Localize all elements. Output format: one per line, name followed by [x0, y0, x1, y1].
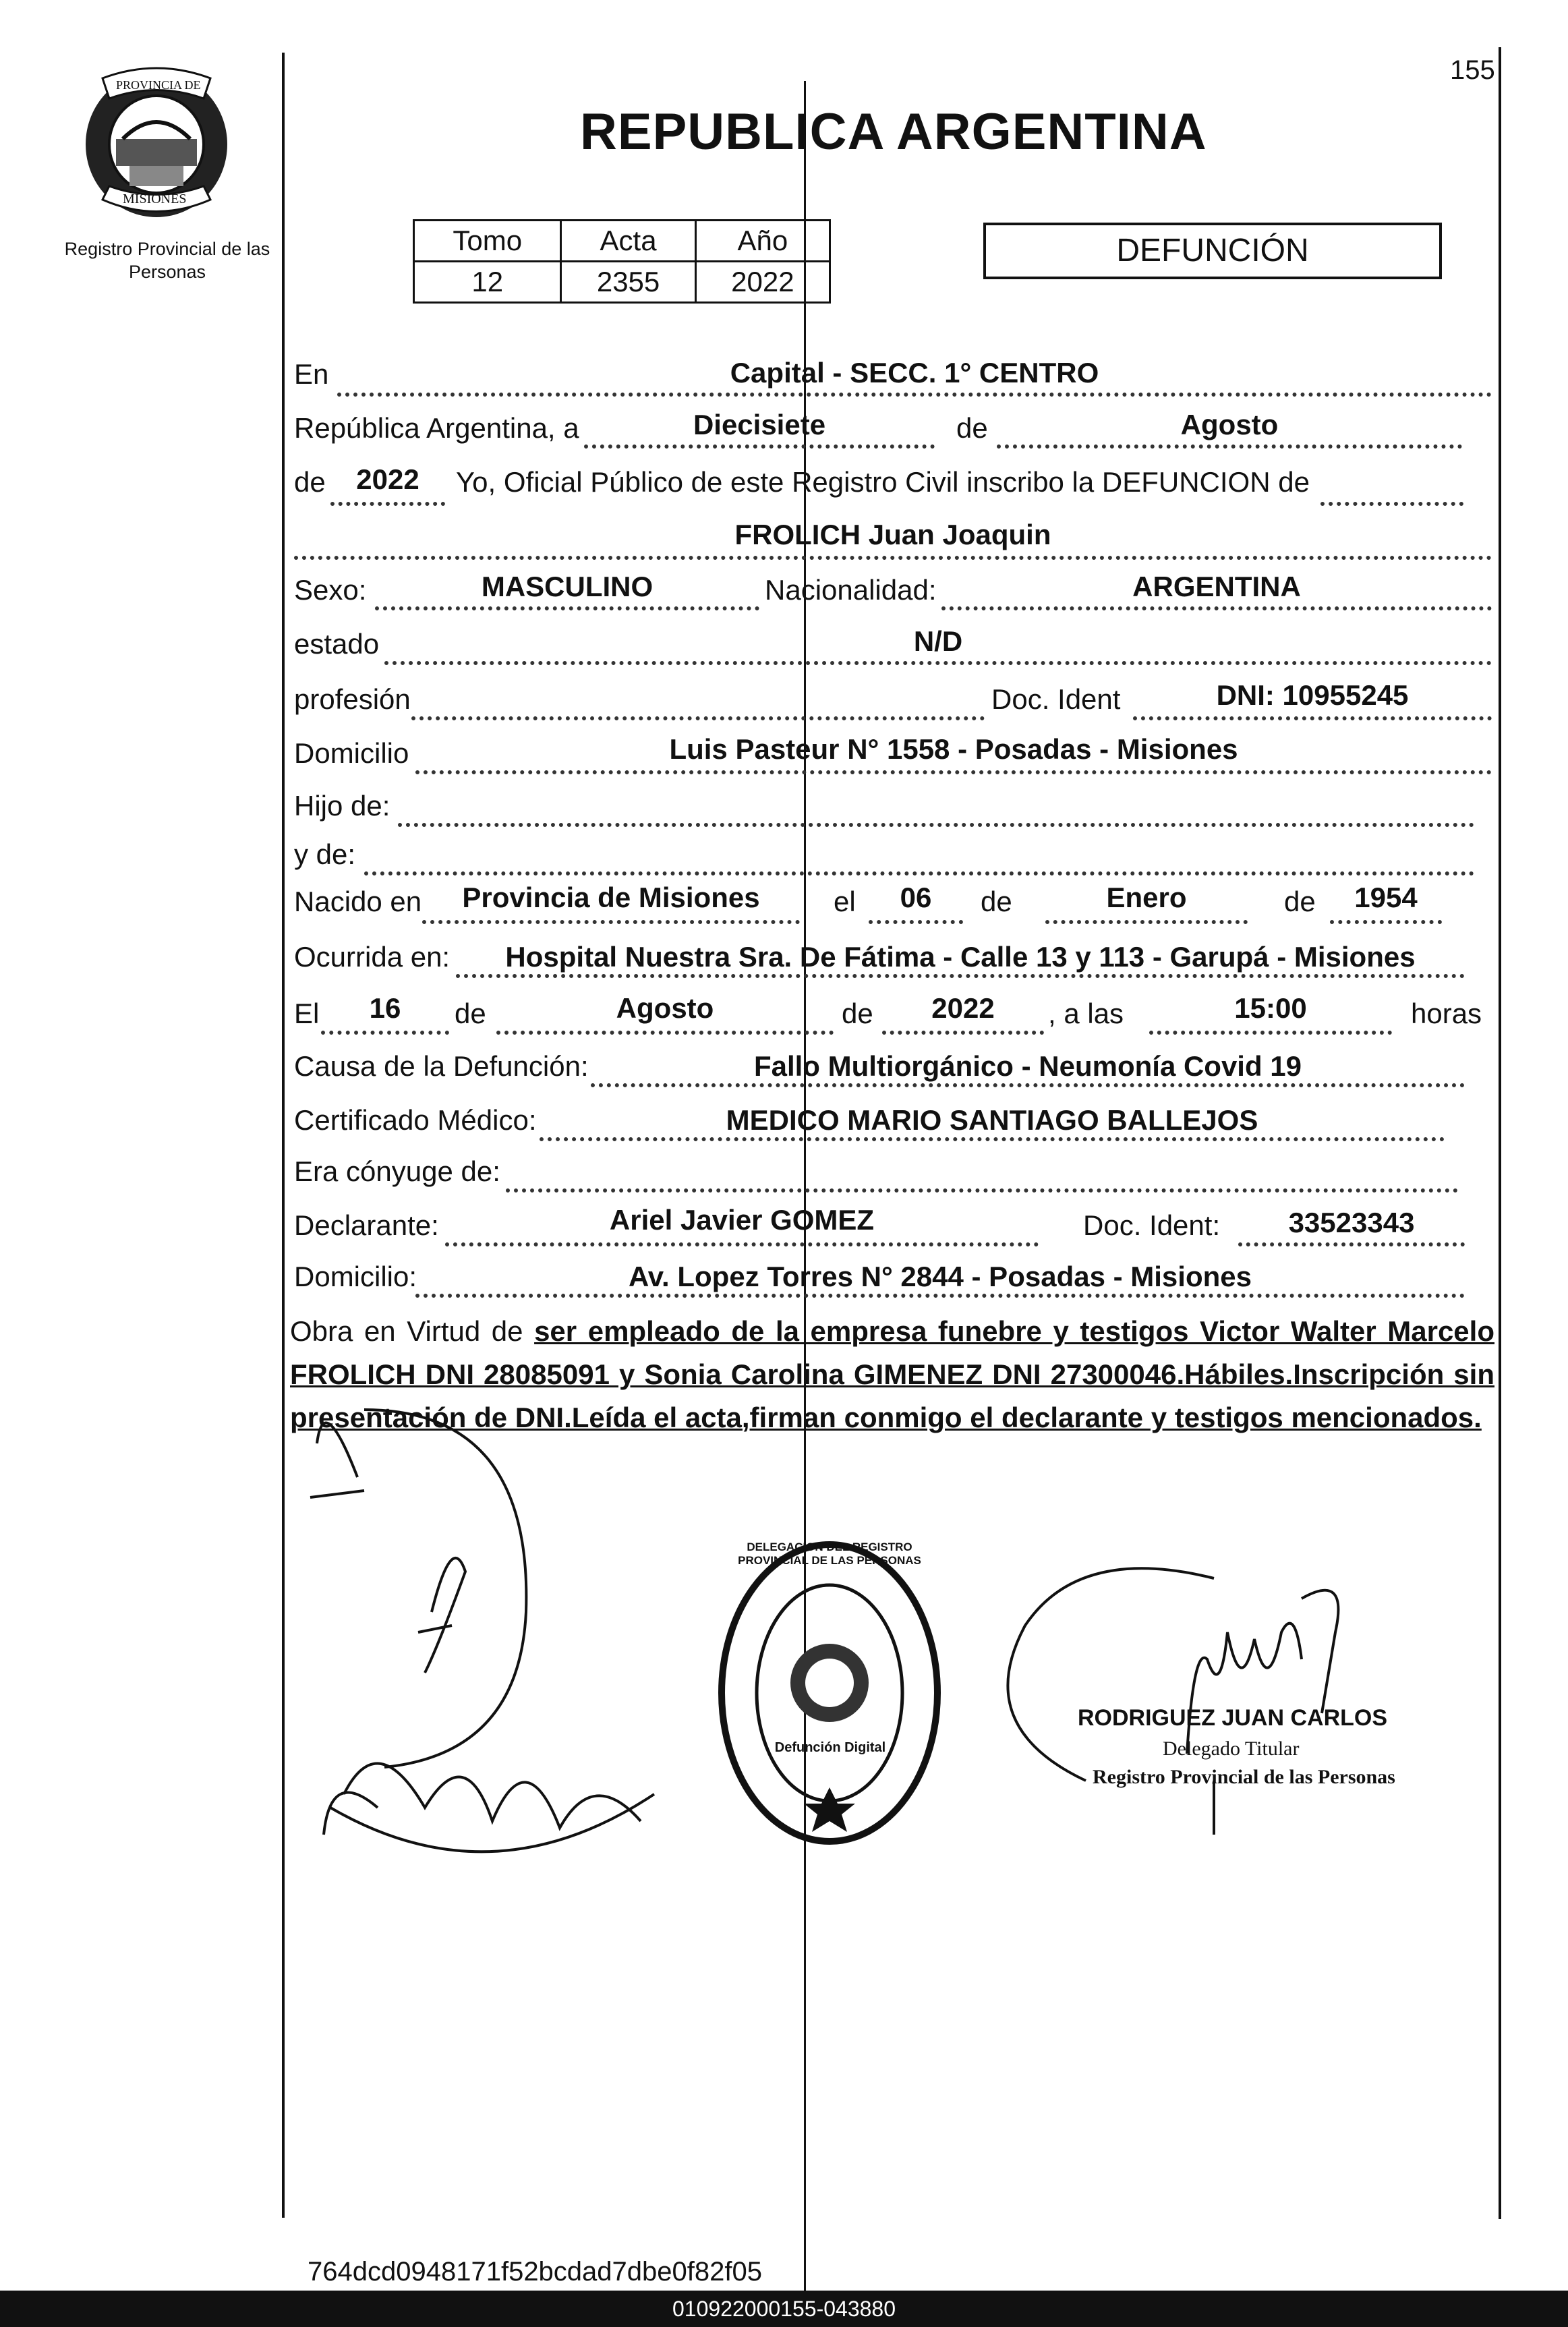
- province-seal: [76, 65, 237, 220]
- delegate-role: Delegado Titular: [1163, 1737, 1300, 1760]
- value-declarante: Ariel Javier GOMEZ: [609, 1204, 875, 1236]
- value-nac-dia: 06: [900, 882, 932, 913]
- value-mes: Agosto: [1180, 409, 1279, 440]
- value-certificado: MEDICO MARIO SANTIAGO BALLEJOS: [726, 1104, 1258, 1136]
- value-anio-acta: 2022: [356, 463, 419, 495]
- left-margin-line: [282, 53, 285, 2218]
- label-de4: de: [455, 998, 486, 1029]
- value-docident: DNI: 10955245: [1216, 679, 1409, 711]
- label-hijo: Hijo de:: [294, 790, 390, 822]
- value-def-mes: Agosto: [616, 992, 714, 1024]
- label-horas: horas: [1411, 998, 1482, 1029]
- obra-lead: Obra en Virtud de: [290, 1315, 523, 1347]
- field-yde: [364, 835, 1474, 875]
- value-anio: 2022: [695, 262, 830, 303]
- document-hash: 764dcd0948171f52bcdad7dbe0f82f05: [308, 2257, 762, 2287]
- value-lugar: Capital - SECC. 1° CENTRO: [730, 357, 1099, 389]
- value-nacionalidad: ARGENTINA: [1132, 571, 1301, 602]
- label-el2: El: [294, 998, 320, 1029]
- label-ocurrida: Ocurrida en:: [294, 941, 451, 973]
- doc-type-box: [983, 223, 1442, 279]
- value-ocurrida: Hospital Nuestra Sra. De Fátima - Calle 13 y 113 - Garupá - Misiones: [505, 941, 1416, 973]
- value-tomo: 12: [414, 262, 561, 303]
- value-nac-anio: 1954: [1354, 882, 1418, 913]
- doc-type: DEFUNCIÓN: [1116, 233, 1309, 268]
- header-acta: Acta: [561, 221, 695, 262]
- seal-top-text: PROVINCIA DE: [116, 78, 201, 92]
- oficial-text: Yo, Oficial Público de este Registro Civil inscribo la DEFUNCION de: [456, 466, 1310, 498]
- label-estado: estado: [294, 628, 380, 660]
- label-profesion: profesión: [294, 683, 411, 715]
- value-nacido: Provincia de Misiones: [462, 882, 760, 913]
- delegate-name: RODRIGUEZ JUAN CARLOS: [1078, 1705, 1388, 1731]
- registry-name: Registro Provincial de las Personas: [64, 239, 270, 282]
- value-def-hora: 15:00: [1234, 992, 1307, 1024]
- label-anio-prefix: de: [294, 466, 326, 498]
- seal-bottom-text: MISIONES: [123, 192, 187, 206]
- value-decl-doc: 33523343: [1288, 1207, 1415, 1238]
- label-sexo: Sexo:: [294, 574, 367, 606]
- label-en: En: [294, 358, 329, 390]
- label-certificado: Certificado Médico:: [294, 1104, 537, 1136]
- header-anio: Año: [695, 221, 830, 262]
- label-alas: , a las: [1048, 998, 1124, 1029]
- label-declarante: Declarante:: [294, 1209, 439, 1241]
- label-domicilio: Domicilio: [294, 737, 409, 769]
- record-reference-table: [413, 219, 831, 304]
- label-causa: Causa de la Defunción:: [294, 1050, 589, 1082]
- field-oficial-tail: [1320, 465, 1463, 506]
- label-nacido: Nacido en: [294, 886, 422, 917]
- label-decl-doc: Doc. Ident:: [1083, 1209, 1221, 1241]
- value-dia: Diecisiete: [693, 409, 826, 440]
- field-conyuge: [506, 1152, 1458, 1193]
- value-def-dia: 16: [369, 992, 401, 1024]
- delegate-office: Registro Provincial de las Personas: [1093, 1766, 1395, 1788]
- value-def-anio: 2022: [931, 992, 995, 1024]
- header-tomo: Tomo: [414, 221, 561, 262]
- value-estado: N/D: [913, 625, 963, 657]
- value-sexo: MASCULINO: [481, 571, 654, 602]
- label-de3: de: [1284, 886, 1316, 917]
- label-republica: República Argentina, a: [294, 412, 579, 444]
- page-title: REPUBLICA ARGENTINA: [580, 103, 1207, 161]
- footer-bar: [0, 2291, 1568, 2327]
- page-number: 155: [1450, 55, 1495, 85]
- official-stamp: [715, 1538, 944, 1848]
- label-de5: de: [842, 998, 873, 1029]
- label-nacionalidad: Nacionalidad:: [765, 574, 937, 606]
- stamp-inner-text: Defunción Digital: [774, 1740, 886, 1755]
- label-de2: de: [981, 886, 1012, 917]
- value-nombre: FROLICH Juan Joaquin: [734, 519, 1051, 550]
- value-nac-mes: Enero: [1106, 882, 1187, 913]
- value-domicilio: Luis Pasteur N° 1558 - Posadas - Misiones: [669, 733, 1238, 765]
- value-acta: 2355: [561, 262, 695, 303]
- label-conyuge: Era cónyuge de:: [294, 1155, 500, 1187]
- value-decl-dom: Av. Lopez Torres N° 2844 - Posadas - Misiones: [629, 1261, 1252, 1292]
- handwritten-signature: [303, 1389, 681, 1875]
- stamp-ring-text: DELEGACION DEL REGISTRO PROVINCIAL DE LAS PERSONAS: [738, 1541, 921, 1567]
- label-el: el: [834, 886, 856, 917]
- value-causa: Fallo Multiorgánico - Neumonía Covid 19: [753, 1050, 1302, 1082]
- label-decl-dom: Domicilio:: [294, 1261, 417, 1292]
- right-margin-line: [1499, 47, 1501, 2219]
- obra-text: ser empleado de la empresa funebre y testigos Victor Walter Marcelo FROLICH DNI 28085091 y Sonia Carolina GIMENEZ DNI 27300046.Hábiles.Inscripción sin presentación de DNI.Leída el acta,firman conmigo el declarante y testigos mencionados.: [290, 1315, 1494, 1433]
- label-docident: Doc. Ident: [991, 683, 1121, 715]
- field-hijo: [398, 786, 1474, 827]
- label-yde: y de:: [294, 838, 356, 870]
- footer-code: 010922000155-043880: [672, 2297, 896, 2321]
- label-de: de: [956, 412, 988, 444]
- field-profesion: [411, 680, 985, 720]
